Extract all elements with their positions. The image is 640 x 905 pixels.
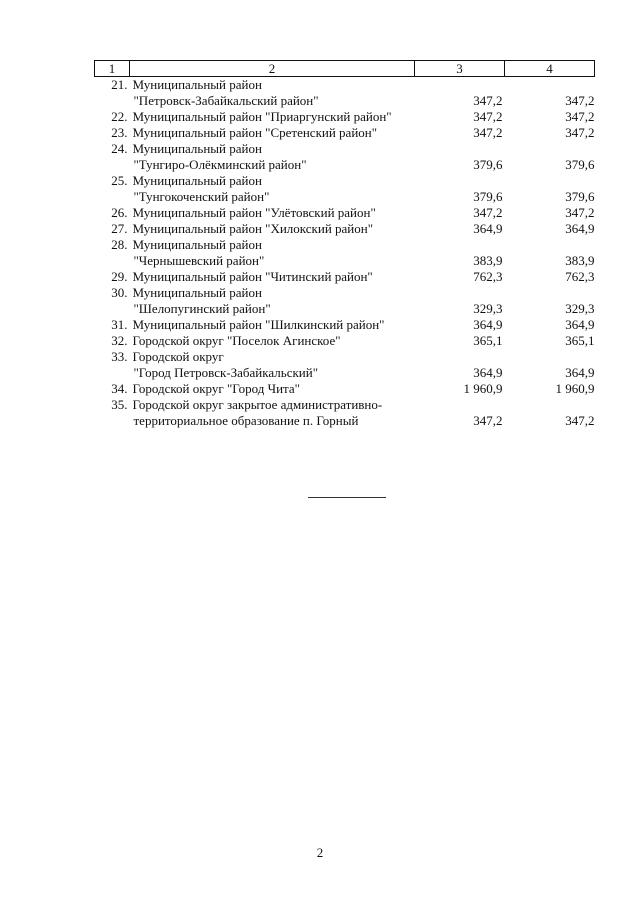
table-row [95,349,595,381]
table-row [95,285,595,317]
row-value-col3: 383,9 [473,253,503,268]
row-name-line: Муниципальный район [132,77,262,92]
row-value-col4: 364,9 [565,365,595,380]
row-name [130,173,415,205]
separator-line [308,497,386,498]
row-number: 22. [111,109,128,124]
row-number: 23. [111,125,128,140]
row-number: 30. [111,285,128,300]
row-value-col4: 1 960,9 [555,381,595,396]
row-name-line: Муниципальный район "Сретенский район" [132,125,378,140]
row-name-line: "Чернышевский район" [133,253,265,268]
row-number: 33. [111,349,128,364]
row-number: 26. [111,205,128,220]
row-name [130,221,415,237]
row-name [130,285,415,317]
data-table [94,60,595,429]
row-number: 25. [111,173,128,188]
table-row [95,381,595,397]
row-name-line: "Петровск-Забайкальский район" [133,93,319,108]
row-value-col4: 364,9 [565,317,595,332]
row-value-col4: 347,2 [565,109,595,124]
row-value-col3: 379,6 [473,189,503,204]
header-row [95,61,595,77]
row-value-col4: 383,9 [565,253,595,268]
row-number: 34. [111,381,128,396]
row-value-col4: 347,2 [565,93,595,108]
table-row [95,317,595,333]
table-row [95,205,595,221]
row-value-col3: 347,2 [473,413,503,428]
row-value-col3: 364,9 [473,221,503,236]
row-name [130,333,415,349]
row-name [130,237,415,269]
row-value-col3: 762,3 [473,269,503,284]
row-value-col3: 329,3 [473,301,503,316]
row-name-line: "Шелопугинский район" [133,301,271,316]
table-row [95,397,595,429]
header-col-3: 3 [415,61,505,77]
table-header [95,61,595,77]
row-name [130,205,415,221]
row-number: 35. [111,397,128,412]
table-row [95,333,595,349]
row-name-line: Городской округ "Поселок Агинское" [132,333,341,348]
row-value-col4: 347,2 [565,205,595,220]
row-value-col4: 379,6 [565,157,595,172]
row-name-line: Муниципальный район [132,141,262,156]
row-name-line: Муниципальный район "Приаргунский район" [132,109,392,124]
row-value-col3: 364,9 [473,317,503,332]
table-row [95,269,595,285]
row-value-col4: 379,6 [565,189,595,204]
row-name-line: территориальное образование п. Горный [133,413,359,428]
row-value-col4: 365,1 [565,333,595,348]
row-name-line: Муниципальный район "Улётовский район" [132,205,376,220]
row-value-col3: 347,2 [473,93,503,108]
row-name [130,349,415,381]
row-value-col3: 347,2 [473,205,503,220]
header-col-1: 1 [95,61,130,77]
row-name-line: Муниципальный район "Хилокский район" [132,221,374,236]
row-name [130,317,415,333]
row-name-line: "Тунгокоченский район" [133,189,270,204]
row-name-line: Городской округ "Город Чита" [132,381,300,396]
table-row [95,125,595,141]
row-number: 24. [111,141,128,156]
table-row [95,237,595,269]
row-value-col3: 1 960,9 [463,381,503,396]
table-row [95,109,595,125]
table-row [95,77,595,110]
row-value-col4: 364,9 [565,221,595,236]
row-name-line: Городской округ [132,349,224,364]
row-name-line: Городской округ закрытое административно- [132,397,383,412]
row-value-col3: 347,2 [473,109,503,124]
row-name [130,77,415,110]
row-value-col3: 347,2 [473,125,503,140]
row-name-line: Муниципальный район "Читинский район" [132,269,373,284]
table-row [95,221,595,237]
row-name-line: "Тунгиро-Олёкминский район" [133,157,307,172]
row-name-line: Муниципальный район [132,237,262,252]
row-number: 31. [111,317,128,332]
row-value-col4: 329,3 [565,301,595,316]
header-col-4: 4 [505,61,595,77]
table-row [95,141,595,173]
row-value-col3: 364,9 [473,365,503,380]
row-name [130,381,415,397]
row-number: 28. [111,237,128,252]
header-col-2: 2 [130,61,415,77]
row-name-line: "Город Петровск-Забайкальский" [133,365,318,380]
row-name-line: Муниципальный район [132,285,262,300]
row-value-col3: 379,6 [473,157,503,172]
row-name [130,141,415,173]
row-name [130,109,415,125]
row-name-line: Муниципальный район "Шилкинский район" [132,317,385,332]
row-number: 32. [111,333,128,348]
row-name [130,125,415,141]
row-value-col4: 762,3 [565,269,595,284]
table-row [95,173,595,205]
row-value-col4: 347,2 [565,413,595,428]
row-number: 21. [111,77,128,92]
row-number: 27. [111,221,128,236]
row-value-col3: 365,1 [473,333,503,348]
table-body [95,77,595,430]
row-number: 29. [111,269,128,284]
row-name [130,397,415,429]
row-value-col4: 347,2 [565,125,595,140]
row-name [130,269,415,285]
row-name-line: Муниципальный район [132,173,262,188]
page-number: 2 [316,845,324,860]
